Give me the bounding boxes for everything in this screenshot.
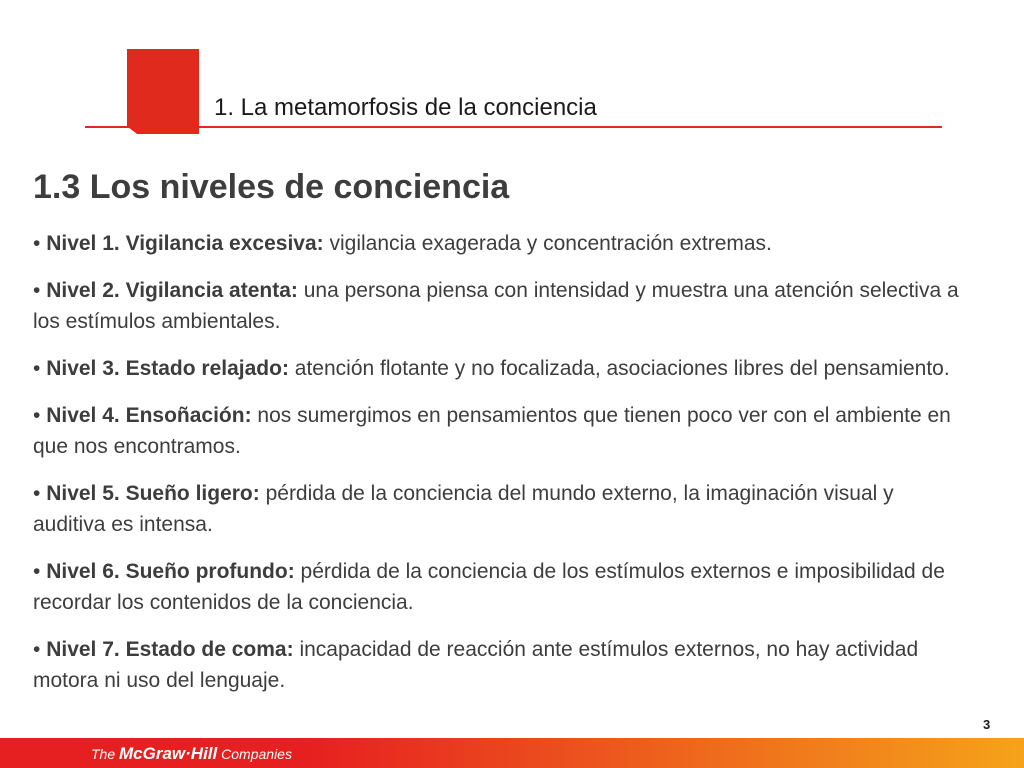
bullet-text: nos sumergimos en pensamientos que tienen poco ver con el ambiente en que nos encontramos. bbox=[33, 404, 951, 458]
bullet-item-7: • Nivel 7. Estado de coma: incapacidad de reacción ante estímulos externos, no hay actividad motora ni uso del lenguaje. bbox=[33, 638, 919, 692]
logo-companies: Companies bbox=[217, 746, 292, 762]
bullet-item-1: • Nivel 1. Vigilancia excesiva: vigilancia exagerada y concentración extremas. bbox=[33, 232, 772, 255]
bullet-label: Nivel 4. Ensoñación: bbox=[46, 404, 252, 427]
page-number: 3 bbox=[983, 717, 991, 732]
logo-name: McGraw·Hill bbox=[119, 744, 218, 763]
bullet-text: una persona piensa con intensidad y muestra una atención selectiva a los estímulos ambientales. bbox=[33, 279, 959, 333]
bullet-item-4: • Nivel 4. Ensoñación: nos sumergimos en pensamientos que tienen poco ver con el ambiente en que nos encontramos. bbox=[33, 404, 951, 458]
header-red-block bbox=[127, 49, 199, 134]
bullet-text: atención flotante y no focalizada, asociaciones libres del pensamiento. bbox=[288, 357, 950, 380]
section-title: 1. La metamorfosis de la conciencia bbox=[214, 94, 597, 121]
bullet-label: Nivel 5. Sueño ligero: bbox=[46, 482, 260, 505]
bullet-label: Nivel 2. Vigilancia atenta: bbox=[46, 279, 298, 302]
bullet-text: vigilancia exagerada y concentración extremas. bbox=[323, 232, 772, 255]
bullet-item-5: • Nivel 5. Sueño ligero: pérdida de la conciencia del mundo externo, la imaginación visual y auditiva es intensa. bbox=[33, 482, 894, 536]
bullet-text: pérdida de la conciencia de los estímulos externos e imposibilidad de recordar los contenidos de la conciencia. bbox=[33, 560, 945, 614]
bullet-label: Nivel 7. Estado de coma: bbox=[46, 638, 294, 661]
publisher-logo bbox=[91, 745, 292, 764]
bullet-item-3: • Nivel 3. Estado relajado: atención flotante y no focalizada, asociaciones libres del pensamiento. bbox=[33, 357, 950, 380]
slide-title: 1.3 Los niveles de conciencia bbox=[33, 168, 510, 206]
bullet-item-6: • Nivel 6. Sueño profundo: pérdida de la conciencia de los estímulos externos e imposibilidad de recordar los contenidos de la conciencia. bbox=[33, 560, 945, 614]
logo-the: The bbox=[91, 746, 120, 762]
bullet-item-2: • Nivel 2. Vigilancia atenta: una persona piensa con intensidad y muestra una atención selectiva a los estímulos ambientales. bbox=[33, 279, 959, 333]
bullet-text: pérdida de la conciencia del mundo externo, la imaginación visual y auditiva es intensa. bbox=[33, 482, 894, 536]
bullet-label: Nivel 1. Vigilancia excesiva: bbox=[46, 232, 324, 255]
bullet-list bbox=[33, 228, 968, 712]
bullet-text: incapacidad de reacción ante estímulos externos, no hay actividad motora ni uso del lenguaje. bbox=[33, 638, 919, 692]
header-divider bbox=[85, 126, 942, 128]
bullet-label: Nivel 6. Sueño profundo: bbox=[46, 560, 295, 583]
bullet-label: Nivel 3. Estado relajado: bbox=[46, 357, 289, 380]
